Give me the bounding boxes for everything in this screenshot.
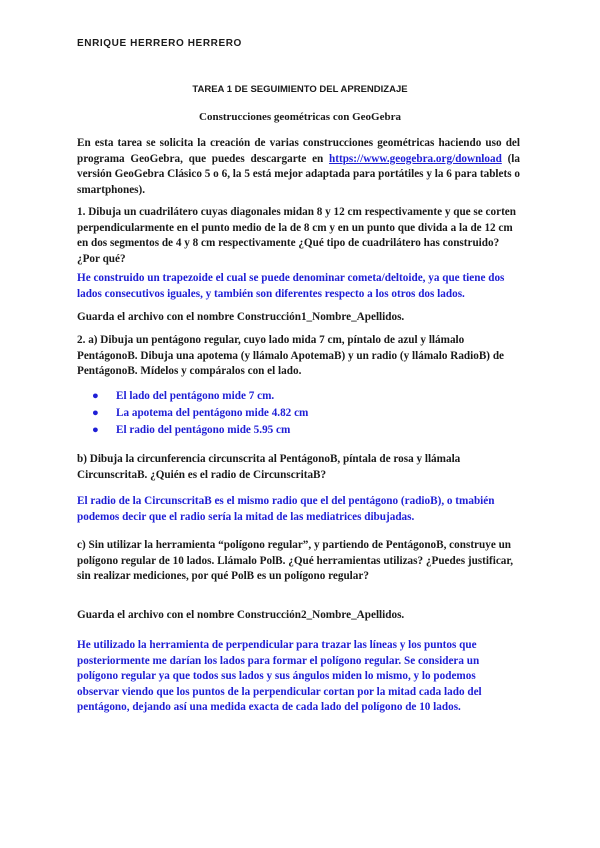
- document-subtitle: Construcciones geométricas con GeoGebra: [199, 111, 401, 123]
- question-2a: 2. a) Dibuja un pentágono regular, cuyo lado mida 7 cm, píntalo de azul y llámalo PentágonoB. Dibuja una apotema (y llámalo ApotemaB) y un radio (y llámalo RadioB) de PentágonoB. Mídelos y compáralos con el lado.: [77, 334, 505, 377]
- bullet-icon: ●: [92, 390, 99, 402]
- answer-2c: He utilizado la herramienta de perpendicular para trazar las líneas y los puntos que posteriormente me darían los lados para formar el polígono regular. Se considera un polígono regular ya que todos sus lados y sus ángulos miden lo mismo, y lo podemos observar viendo que los puntos de la perpendicular cortan por la mitad cada lado del pentágono, dejando así una medida exacta de cada lado del polígono de 10 lados.: [77, 639, 482, 713]
- answer-2b: El radio de la CircunscritaB es el mismo radio que el del pentágono (radioB), o tmabién podemos decir que el radio sería la mitad de las mediatrices dibujadas.: [77, 495, 495, 523]
- save-instruction-1: Guarda el archivo con el nombre Construcción1_Nombre_Apellidos.: [77, 311, 405, 323]
- question-1: 1. Dibuja un cuadrilátero cuyas diagonales midan 8 y 12 cm respectivamente y que se corten perpendicularmente en el punto medio de la de 8 cm y en un punto que divida a la de 12 cm en dos segmentos de 4 y 8 cm respectivamente ¿Qué tipo de cuadrilátero has construido? ¿Por qué?: [77, 206, 516, 265]
- answer-2a-list: [92, 388, 308, 439]
- geogebra-download-link[interactable]: https://www.geogebra.org/download: [329, 152, 502, 165]
- list-item: [92, 388, 308, 405]
- question-2b: b) Dibuja la circunferencia circunscrita al PentágonoB, píntala de rosa y llámala CircunscritaB. ¿Quién es el radio de CircunscritaB?: [77, 453, 461, 481]
- bullet-icon: ●: [92, 407, 99, 419]
- answer-1: He construido un trapezoide el cual se puede denominar cometa/deltoide, ya que tiene dos lados consecutivos iguales, y también son diferentes respecto a los otros dos lados.: [77, 272, 505, 300]
- intro-paragraph: [77, 136, 520, 198]
- document-title: TAREA 1 DE SEGUIMIENTO DEL APRENDIZAJE: [192, 84, 408, 95]
- author-name: ENRIQUE HERRERO HERRERO: [77, 38, 242, 49]
- question-2c: c) Sin utilizar la herramienta “polígono regular”, y partiendo de PentágonoB, construye un polígono regular de 10 lados. Llámalo PolB. ¿Qué herramientas utilizas? ¿Puedes justificar, sin realizar mediciones, por qué PolB es un polígono regular?: [77, 539, 514, 582]
- list-item-text: El radio del pentágono mide 5.95 cm: [116, 424, 291, 436]
- intro-text-end: (la versión GeoGebra Clásico 5 o 6, la 5 está mejor adaptada para portátiles y la 6 para tablets o smartphones).: [77, 152, 520, 196]
- list-item: [92, 405, 308, 422]
- bullet-icon: ●: [92, 424, 99, 436]
- intro-text-start: En esta tarea se solicita la creación de varias construcciones geométricas haciendo uso del programa GeoGebra, que puedes descargarte en: [77, 137, 520, 165]
- list-item-text: La apotema del pentágono mide 4.82 cm: [116, 407, 309, 419]
- list-item: [92, 422, 308, 439]
- save-instruction-2: Guarda el archivo con el nombre Construcción2_Nombre_Apellidos.: [77, 609, 405, 621]
- list-item-text: El lado del pentágono mide 7 cm.: [116, 390, 275, 402]
